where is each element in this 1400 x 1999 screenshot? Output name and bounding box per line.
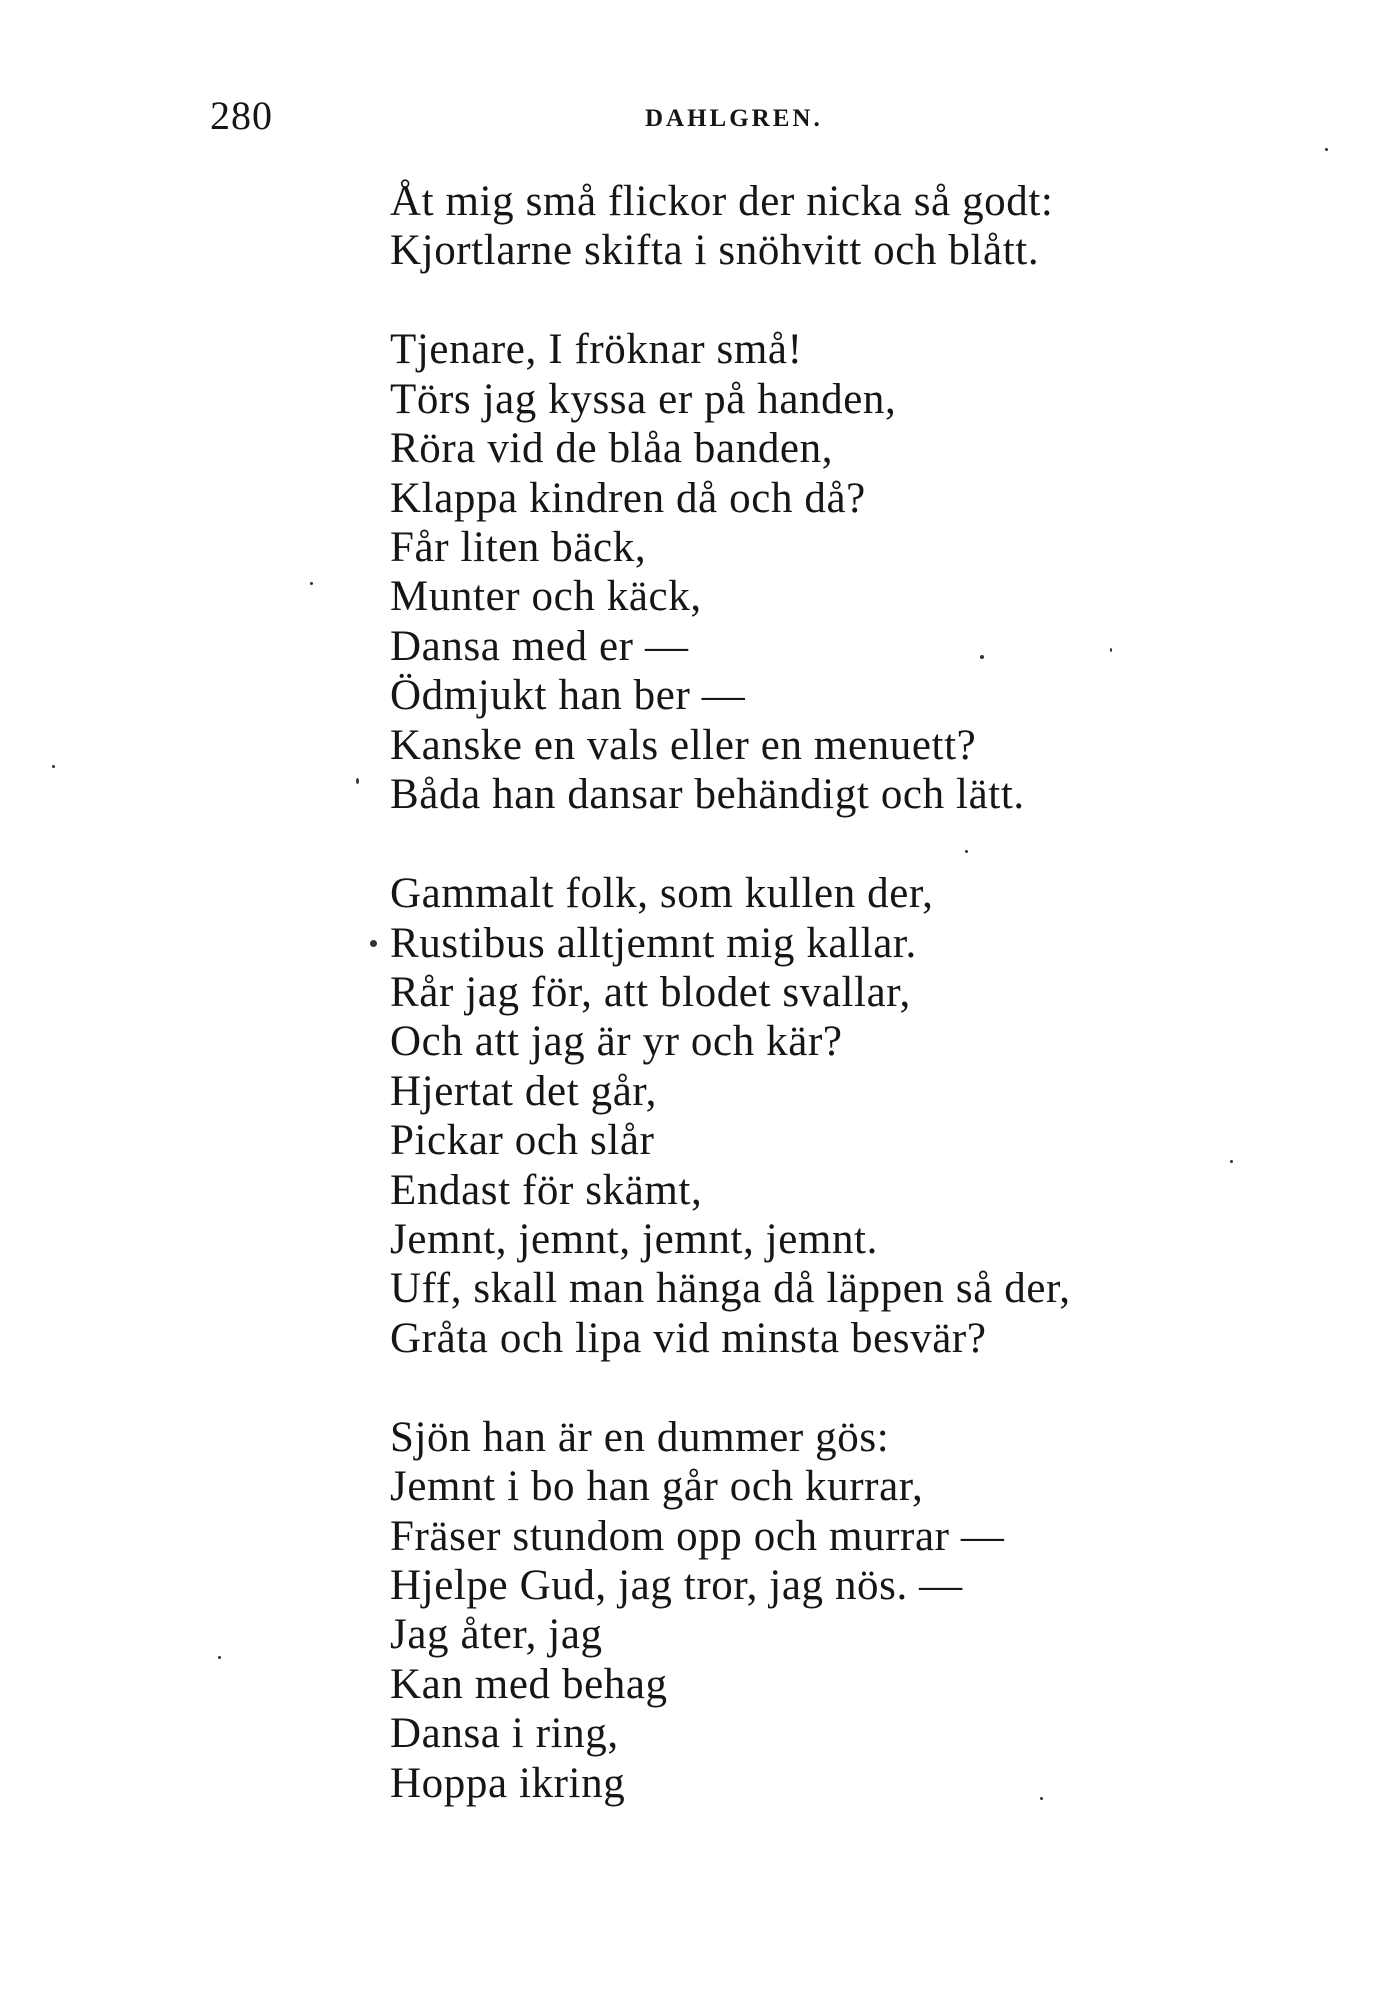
scan-speck [356, 778, 359, 784]
verse-line: Kanske en vals eller en menuett? [390, 722, 977, 769]
page-number: 280 [210, 93, 273, 138]
scan-speck [218, 1656, 221, 1659]
verse-line: Fräser stundom opp och murrar — [390, 1513, 1005, 1560]
verse-line: Ödmjukt han ber — [390, 672, 746, 719]
verse-line: Åt mig små flickor der nicka så godt: [390, 178, 1054, 225]
verse-line: Båda han dansar behändigt och lätt. [390, 771, 1025, 818]
scan-speck [980, 655, 984, 659]
scan-speck [1230, 1160, 1233, 1163]
verse-line: Och att jag är yr och kär? [390, 1018, 843, 1065]
verse-line: Dansa i ring, [390, 1710, 619, 1757]
verse-line: Uff, skall man hänga då läppen så der, [390, 1265, 1071, 1312]
verse-line: Kan med behag [390, 1661, 668, 1708]
verse-line: Jag åter, jag [390, 1611, 603, 1658]
verse-line: Jemnt, jemnt, jemnt, jemnt. [390, 1216, 878, 1263]
scan-speck [370, 940, 377, 947]
scan-speck [310, 582, 313, 585]
verse-line: Törs jag kyssa er på handen, [390, 376, 897, 423]
verse-line: Munter och käck, [390, 573, 702, 620]
verse-line: Dansa med er — [390, 623, 689, 670]
verse-line: Hoppa ikring [390, 1760, 626, 1807]
verse-line: Gammalt folk, som kullen der, [390, 870, 934, 917]
verse-line: Röra vid de blåa banden, [390, 425, 834, 472]
verse-line: Sjön han är en dummer gös: [390, 1414, 890, 1461]
verse-line: Hjertat det går, [390, 1068, 657, 1115]
scan-speck [1040, 1797, 1043, 1800]
running-head: DAHLGREN. [645, 105, 823, 132]
verse-line: Rår jag för, att blodet svallar, [390, 969, 911, 1016]
verse-line: Klappa kindren då och då? [390, 475, 866, 522]
verse-line: Jemnt i bo han går och kurrar, [390, 1463, 924, 1510]
scan-speck [52, 765, 55, 768]
scan-speck [965, 850, 968, 853]
verse-line: Kjortlarne skifta i snöhvitt och blått. [390, 227, 1040, 274]
verse-line: Endast för skämt, [390, 1167, 703, 1214]
verse-line: Hjelpe Gud, jag tror, jag nös. — [390, 1562, 963, 1609]
verse-line: Tjenare, I fröknar små! [390, 326, 803, 373]
scan-speck [1325, 148, 1328, 151]
verse-line: Pickar och slår [390, 1117, 655, 1164]
scan-speck [1110, 648, 1112, 652]
verse-line: Rustibus alltjemnt mig kallar. [390, 920, 917, 967]
verse-line: Får liten bäck, [390, 524, 647, 571]
verse-line: Gråta och lipa vid minsta besvär? [390, 1315, 987, 1362]
